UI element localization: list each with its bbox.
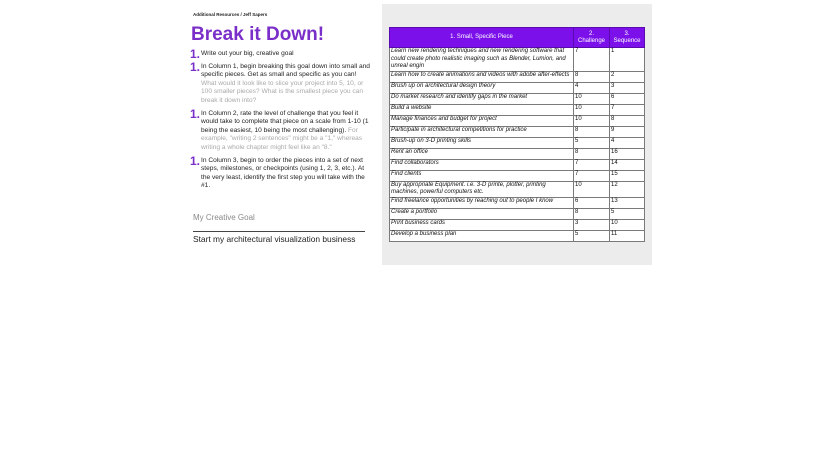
cell-challenge[interactable]: 5	[574, 230, 610, 241]
table-row	[390, 137, 645, 148]
cell-sequence[interactable]: 7	[610, 104, 645, 115]
cell-piece[interactable]: Find collaborators	[390, 159, 574, 170]
cell-challenge[interactable]: 10	[574, 93, 610, 104]
cell-challenge[interactable]: 7	[574, 159, 610, 170]
breakdown-table	[389, 27, 645, 242]
cell-piece[interactable]: Manage finances and budget for project	[390, 115, 574, 126]
cell-sequence[interactable]: 3	[610, 82, 645, 93]
cell-piece[interactable]: Learn how to create animations and videos with adobe after-effects	[390, 71, 574, 82]
step-hint: For example, "writing 2 sentences" might be a "1," whereas writing a whole chapter might feel like an "8."	[201, 126, 363, 151]
column-header-sequence: 3. Sequence	[610, 28, 645, 48]
cell-challenge[interactable]: 4	[574, 82, 610, 93]
cell-piece[interactable]: Find clients	[390, 170, 574, 181]
cell-piece[interactable]: Participate in architectural competitions for practice	[390, 126, 574, 137]
cell-challenge[interactable]: 8	[574, 208, 610, 219]
step-text: In Column 3, begin to order the pieces into a set of next steps, milestones, or checkpoints (using 1, 2, 3, etc.). At the very least, identify the first step you will take with the #1.	[201, 156, 365, 190]
table-row	[390, 197, 645, 208]
cell-piece[interactable]: Brush up on architectural design theory	[390, 82, 574, 93]
cell-sequence[interactable]: 9	[610, 126, 645, 137]
table-body	[390, 48, 645, 242]
cell-sequence[interactable]: 2	[610, 71, 645, 82]
step-hint: What would it look like to slice your project into 5, 10, or 100 smaller pieces? What is the smallest piece you can break it down into?	[201, 79, 364, 104]
cell-challenge[interactable]: 8	[574, 126, 610, 137]
column-header-challenge: 2. Challenge	[574, 28, 610, 48]
table-row	[390, 159, 645, 170]
step-number: 1.	[190, 153, 201, 168]
cell-piece[interactable]: Brush-up on 3-D printing skills	[390, 137, 574, 148]
cell-challenge[interactable]: 3	[574, 219, 610, 230]
cell-sequence[interactable]: 11	[610, 230, 645, 241]
cell-piece[interactable]: Build a website	[390, 104, 574, 115]
cell-sequence[interactable]: 16	[610, 148, 645, 159]
header-label: Additional Resources / Jeff Sapers	[193, 12, 268, 17]
cell-challenge[interactable]: 8	[574, 148, 610, 159]
cell-challenge[interactable]: 5	[574, 137, 610, 148]
step-3	[190, 106, 370, 153]
cell-piece[interactable]: Rent an office	[390, 148, 574, 159]
step-1	[190, 47, 370, 61]
table-row	[390, 126, 645, 137]
cell-piece[interactable]: Do market research and identify gaps in the market	[390, 93, 574, 104]
cell-challenge[interactable]: 7	[574, 48, 610, 72]
cell-sequence[interactable]: 15	[610, 170, 645, 181]
step-text: Write out your big, creative goal	[201, 50, 294, 57]
page-title: Break it Down!	[191, 24, 325, 45]
column-header-piece: 1. Small, Specific Piece	[390, 28, 574, 48]
cell-sequence[interactable]: 1	[610, 48, 645, 72]
table-row	[390, 93, 645, 104]
table-row	[390, 82, 645, 93]
step-number: 1.	[190, 47, 201, 61]
cell-piece[interactable]: Learn new rendering techniques and new rendering software that could create photo realistic imaging such as Blender, Lumion, and unreal engin	[390, 48, 574, 72]
table-row	[390, 104, 645, 115]
cell-sequence[interactable]: 13	[610, 197, 645, 208]
cell-challenge[interactable]: 7	[574, 170, 610, 181]
cell-challenge[interactable]: 10	[574, 104, 610, 115]
table-row	[390, 181, 645, 197]
table-row	[390, 71, 645, 82]
cell-challenge[interactable]: 10	[574, 181, 610, 197]
table-row	[390, 208, 645, 219]
step-text: In Column 2, rate the level of challenge that you feel it would take to complete that piece on a scale from 1-10 (1 being the easiest, 10 being the most challenging).	[201, 109, 369, 134]
goal-label: My Creative Goal	[193, 213, 255, 222]
goal-value[interactable]: Start my architectural visualization business	[193, 231, 365, 244]
table-row	[390, 115, 645, 126]
cell-sequence[interactable]: 8	[610, 115, 645, 126]
cell-piece[interactable]: Find freelance opportunities by reaching out to people I know	[390, 197, 574, 208]
cell-challenge[interactable]: 8	[574, 71, 610, 82]
step-number: 1.	[190, 59, 201, 74]
cell-sequence[interactable]: 10	[610, 219, 645, 230]
step-text: In Column 1, begin breaking this goal down into small and specific pieces. Get as small and specific as you can!	[201, 62, 370, 79]
cell-piece[interactable]: Print business cards	[390, 219, 574, 230]
table-row	[390, 170, 645, 181]
step-4	[190, 153, 370, 191]
cell-challenge[interactable]: 6	[574, 197, 610, 208]
step-number: 1.	[190, 106, 201, 121]
cell-sequence[interactable]: 6	[610, 93, 645, 104]
cell-piece[interactable]: Buy appropriate Equipment. i.e. 3-D printe, plotter, printing machines, powerful computers etc.	[390, 181, 574, 197]
table-row	[390, 230, 645, 241]
table-row	[390, 219, 645, 230]
cell-piece[interactable]: Develop a business plan	[390, 230, 574, 241]
instruction-steps	[190, 47, 370, 195]
cell-sequence[interactable]: 14	[610, 159, 645, 170]
table-row	[390, 148, 645, 159]
step-2	[190, 59, 370, 106]
cell-challenge[interactable]: 10	[574, 115, 610, 126]
cell-sequence[interactable]: 12	[610, 181, 645, 197]
table-header-row	[390, 28, 645, 48]
cell-piece[interactable]: Create a portfolio	[390, 208, 574, 219]
cell-sequence[interactable]: 4	[610, 137, 645, 148]
cell-sequence[interactable]: 5	[610, 208, 645, 219]
table-row	[390, 48, 645, 72]
